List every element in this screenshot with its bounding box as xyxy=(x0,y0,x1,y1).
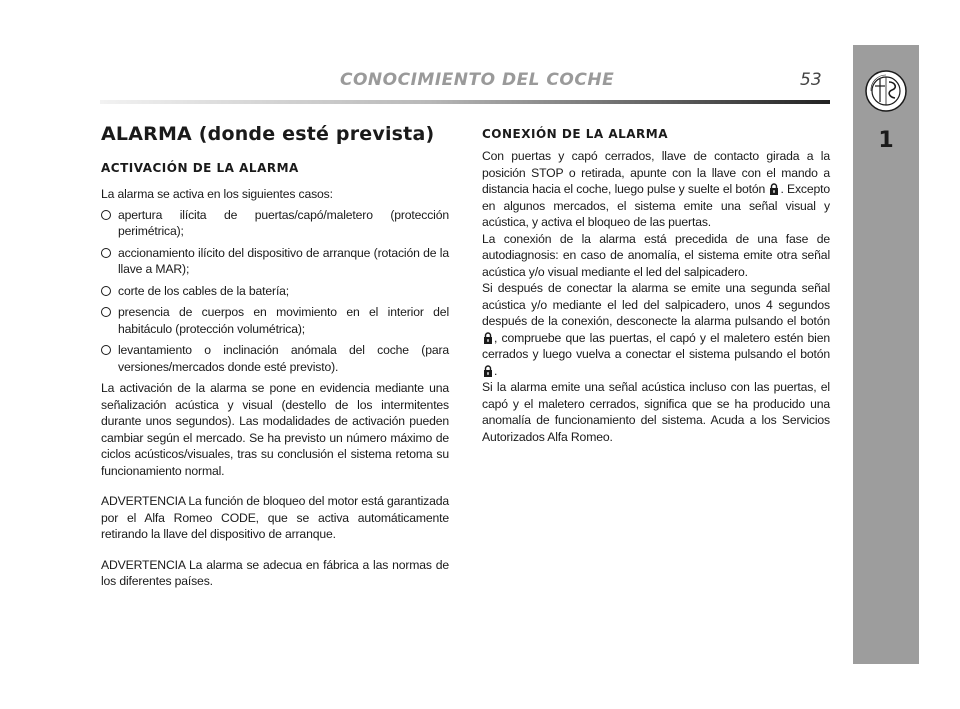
chapter-header-title: CONOCIMIENTO DEL COCHE xyxy=(340,70,615,90)
connection-paragraph-4: Si la alarma emite una señal acústica incluso con las puertas, el capó y el maletero cerrados, significa que se ha producido una anomalía de funcionamiento del sistema. Acuda a los Servicios Autorizados Alfa Romeo. xyxy=(482,380,830,444)
activation-paragraph: La activación de la alarma se pone en evidencia mediante una señalización acústica y visual (destello de los intermitentes durante unos segundos). Las modalidades de activación pueden cambiar según el mercado. Se ha previsto un número máximo de ciclos acústicos/visuales, tras su conclusión el sistema retoma su funcionamiento normal. xyxy=(101,381,449,478)
left-column xyxy=(101,122,449,590)
activation-intro: La alarma se activa en los siguientes casos: xyxy=(101,187,333,201)
connection-paragraph-1: Con puertas y capó cerrados, llave de contacto girada a la posición STOP o retirada, apunte con la llave con el mando a distancia hacia el coche, luego pulse y suelte el botón . Excepto en algunos mercados, el sistema emite una señal visual y acústica, y activa el bloqueo de las puertas. xyxy=(482,149,830,229)
list-item: corte de los cables de la batería; xyxy=(101,283,449,300)
right-column xyxy=(482,122,830,445)
connection-subtitle: CONEXIÓN DE LA ALARMA xyxy=(482,127,669,141)
list-item: presencia de cuerpos en movimiento en el interior del habitáculo (protección volumétrica); xyxy=(101,304,449,337)
activation-cases-list xyxy=(101,207,449,376)
alfa-romeo-logo-icon xyxy=(865,70,907,112)
warning-engine-block: ADVERTENCIA La función de bloqueo del motor está garantizada por el Alfa Romeo CODE, que se activa automáticamente retirando la llave del dispositivo de arranque. xyxy=(101,494,449,541)
unlock-button-icon xyxy=(483,332,493,344)
chapter-number: 1 xyxy=(878,128,894,153)
connection-paragraph-2: La conexión de la alarma está precedida de una fase de autodiagnosis: en caso de anomalía, el sistema emite otra señal acústica y/o visual mediante el led del salpicadero. xyxy=(482,231,830,279)
bullet-circle-icon xyxy=(101,286,111,296)
bullet-circle-icon xyxy=(101,248,111,258)
connection-paragraph-3: Si después de conectar la alarma se emite una segunda señal acústica y/o mediante el led del salpicadero, unos 4 segundos después de la conexión, desconecte la alarma pulsando el botón , compruebe que las puertas, el capó y el maletero estén bien cerrados y luego vuelva a conectar el sistema pulsando el botón . xyxy=(482,281,830,378)
lock-button-icon xyxy=(483,365,493,377)
bullet-circle-icon xyxy=(101,210,111,220)
section-title: ALARMA (donde esté prevista) xyxy=(101,123,435,145)
lock-button-icon xyxy=(769,183,779,195)
list-item: apertura ilícita de puertas/capó/maletero (protección perimétrica); xyxy=(101,207,449,240)
bullet-circle-icon xyxy=(101,307,111,317)
activation-subtitle: ACTIVACIÓN DE LA ALARMA xyxy=(101,161,299,175)
list-item: accionamiento ilícito del dispositivo de arranque (rotación de la llave a MAR); xyxy=(101,245,449,278)
bullet-circle-icon xyxy=(101,345,111,355)
header-rule xyxy=(100,100,830,104)
page-number: 53 xyxy=(800,70,822,90)
warning-country-norms: ADVERTENCIA La alarma se adecua en fábrica a las normas de los diferentes países. xyxy=(101,557,449,588)
list-item: levantamiento o inclinación anómala del coche (para versiones/mercados donde esté previsto). xyxy=(101,342,449,375)
